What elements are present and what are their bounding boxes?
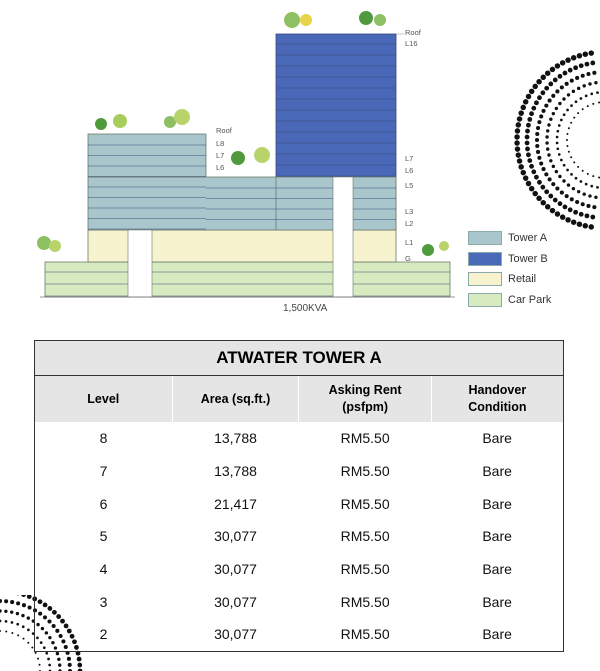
cell-level: 4 — [99, 561, 108, 578]
table-row — [35, 520, 564, 553]
tower-b-level-labels — [396, 28, 422, 263]
decorative-dot — [588, 224, 594, 230]
decorative-dot — [11, 621, 14, 624]
decorative-dot — [590, 93, 593, 96]
decorative-dot — [558, 102, 561, 105]
level-label: L2 — [405, 219, 414, 228]
decorative-dot — [531, 169, 536, 174]
cell-rent: RM5.50 — [340, 593, 390, 610]
decorative-dot — [537, 95, 542, 100]
decorative-dot — [544, 104, 548, 108]
decorative-dot — [558, 175, 561, 178]
decorative-dot — [563, 164, 566, 167]
decorative-dot — [555, 170, 558, 173]
header-level: Level — [35, 376, 173, 423]
decorative-dot — [566, 133, 568, 135]
decorative-dot — [17, 634, 19, 636]
decorative-dot — [516, 152, 522, 158]
legend-item — [468, 249, 551, 270]
decorative-dot — [592, 103, 594, 105]
decorative-dot — [553, 78, 558, 83]
decorative-dot — [585, 94, 588, 97]
decorative-dot — [535, 144, 539, 148]
decorative-dot — [27, 642, 29, 644]
decorative-dot — [77, 657, 82, 662]
decorative-dot — [545, 141, 548, 144]
cell-area: 30,077 — [214, 626, 257, 643]
decorative-dot — [532, 191, 538, 197]
decorative-dot — [544, 189, 549, 194]
decorative-dot — [540, 90, 545, 95]
decorative-dot — [551, 182, 555, 186]
decorative-dot — [0, 620, 1, 623]
decorative-dot — [570, 104, 573, 107]
decorative-dot — [536, 79, 542, 85]
cell-rent: RM5.50 — [340, 463, 390, 480]
decorative-dot — [587, 105, 589, 107]
cell-level: 8 — [99, 430, 108, 447]
level-label: L6 — [405, 166, 414, 175]
decorative-dot — [526, 152, 531, 157]
decorative-dot — [526, 123, 531, 128]
cell-level: 2 — [99, 626, 108, 643]
decorative-dot — [58, 663, 61, 666]
cell-condition: Bare — [482, 528, 512, 545]
decorative-dot — [537, 180, 542, 185]
table-header-row — [35, 376, 564, 423]
decorative-dot — [27, 629, 30, 632]
decorative-dot — [558, 74, 563, 79]
decorative-dot — [527, 117, 532, 122]
decorative-dot — [566, 109, 569, 112]
decorative-dot — [514, 140, 520, 146]
decorative-dot — [536, 196, 542, 202]
decorative-dot — [534, 175, 539, 180]
decorative-dot — [523, 99, 529, 105]
cell-area: 30,077 — [214, 593, 257, 610]
decorative-dot — [545, 135, 548, 138]
decorative-dot — [583, 51, 589, 57]
legend-swatch-retail — [468, 272, 502, 286]
decorative-dot — [582, 108, 584, 110]
decorative-dot — [548, 194, 553, 199]
decorative-dot — [548, 99, 552, 103]
decorative-dot — [560, 191, 564, 195]
decorative-dot — [580, 97, 583, 100]
decorative-dot — [556, 147, 559, 150]
decorative-dot — [579, 212, 584, 217]
tower-a-spec-table — [34, 340, 564, 652]
decorative-dot — [77, 663, 82, 668]
level-label: L5 — [405, 181, 414, 190]
decorative-dot — [570, 79, 574, 83]
decorative-dot — [566, 139, 568, 141]
decorative-dots-top-right — [505, 45, 600, 245]
decorative-dot — [547, 153, 550, 156]
level-label: Roof — [216, 126, 232, 135]
decorative-dot — [529, 89, 535, 95]
cell-condition: Bare — [482, 561, 512, 578]
decorative-dot — [48, 664, 51, 667]
decorative-dot — [10, 610, 13, 613]
decorative-dot — [555, 89, 559, 93]
decorative-dot — [532, 84, 538, 90]
decorative-dot — [21, 595, 26, 597]
decorative-dot — [573, 117, 575, 119]
decorative-dot — [577, 87, 580, 90]
decorative-dot — [541, 200, 547, 206]
legend-item — [468, 269, 551, 290]
decorative-dot — [548, 82, 553, 87]
decorative-dot — [573, 161, 575, 163]
decorative-dot — [583, 223, 589, 229]
decorative-dot — [28, 606, 32, 610]
decorative-dot — [560, 214, 566, 220]
decorative-dot — [570, 122, 572, 124]
decorative-dot — [535, 138, 539, 142]
cell-level: 5 — [99, 528, 108, 545]
decorative-dot — [527, 158, 532, 163]
decorative-dot — [573, 210, 578, 215]
decorative-dot — [27, 616, 30, 619]
decorative-dot — [562, 97, 565, 100]
decorative-dot — [594, 196, 597, 199]
decorative-dot — [47, 658, 50, 661]
decorative-dot — [525, 147, 530, 152]
legend-item — [468, 290, 551, 311]
decorative-dot — [549, 159, 552, 162]
level-label: L6 — [216, 163, 225, 172]
decorative-dot — [67, 657, 71, 661]
decorative-dot — [515, 146, 521, 152]
cell-area: 13,788 — [214, 430, 257, 447]
decorative-dot — [545, 70, 551, 76]
cell-level: 3 — [99, 593, 108, 610]
level-label: L7 — [216, 151, 225, 160]
cell-rent: RM5.50 — [340, 626, 390, 643]
decorative-dot — [575, 100, 578, 103]
level-label: L8 — [216, 139, 225, 148]
core-right — [333, 177, 353, 297]
decorative-dot — [555, 63, 561, 69]
decorative-dot — [575, 177, 578, 180]
decorative-dot — [585, 62, 590, 67]
decorative-dot — [577, 166, 579, 168]
decorative-dot — [555, 211, 561, 217]
decorative-dot — [571, 55, 577, 61]
decorative-dot — [544, 172, 548, 176]
decorative-dot — [529, 186, 535, 192]
decorative-dot — [580, 180, 583, 183]
decorative-dot — [560, 85, 564, 89]
decorative-dot — [588, 50, 594, 56]
decorative-dot — [11, 632, 13, 634]
table-row — [35, 487, 564, 520]
decorative-dot — [544, 86, 549, 91]
decorative-dot — [537, 120, 541, 124]
decorative-dot — [556, 142, 559, 145]
decorative-dot — [545, 204, 551, 210]
decorative-dot — [541, 109, 545, 113]
diagram-caption: 1,500KVA — [283, 303, 328, 314]
table-row — [35, 585, 564, 618]
decorative-dot — [547, 123, 550, 126]
decorative-dot — [570, 197, 574, 201]
decorative-dot — [568, 151, 570, 153]
level-label: L1 — [405, 238, 414, 247]
header-handover: Handover Condition — [431, 376, 563, 423]
decorative-dot — [555, 187, 559, 191]
decorative-dot — [588, 82, 591, 85]
decorative-dot — [541, 167, 545, 171]
decorative-dot — [521, 170, 527, 176]
decorative-dot — [586, 72, 590, 76]
decorative-dot — [535, 132, 539, 136]
decorative-dot — [577, 190, 580, 193]
decorative-dot — [516, 122, 522, 128]
decorative-dot — [526, 94, 532, 100]
decorative-dot — [565, 57, 571, 63]
table-row — [35, 422, 564, 455]
decorative-dot — [568, 127, 570, 129]
cell-area: 30,077 — [214, 561, 257, 578]
table-row — [35, 553, 564, 586]
decorative-dot — [558, 124, 561, 127]
legend-swatch-tower-b — [468, 252, 502, 266]
legend-label: Tower B — [508, 252, 548, 265]
decorative-dot — [4, 599, 8, 603]
decorative-dot — [579, 63, 584, 68]
cell-condition: Bare — [482, 463, 512, 480]
decorative-dot — [57, 658, 60, 661]
cell-area: 30,077 — [214, 528, 257, 545]
decorative-dot — [546, 147, 549, 150]
car-park-block — [45, 262, 450, 297]
cell-condition: Bare — [482, 626, 512, 643]
decorative-dot — [581, 74, 585, 78]
decorative-dot — [541, 75, 547, 81]
decorative-dot — [567, 183, 570, 186]
cell-rent: RM5.50 — [340, 561, 390, 578]
decorative-dot — [570, 173, 573, 176]
decorative-dot — [536, 126, 540, 130]
decorative-dot — [560, 159, 563, 162]
decorative-dot — [568, 207, 573, 212]
decorative-dot — [16, 612, 19, 615]
decorative-dot — [0, 599, 2, 603]
decorative-dot — [553, 198, 558, 203]
decorative-dot — [22, 603, 26, 607]
decorative-dot — [575, 76, 579, 80]
cell-condition: Bare — [482, 495, 512, 512]
cell-condition: Bare — [482, 430, 512, 447]
decorative-dot — [594, 81, 597, 84]
decorative-dot — [10, 600, 14, 604]
decorative-dot — [5, 630, 7, 632]
decorative-dot — [583, 192, 586, 195]
decorative-dot — [531, 106, 536, 111]
decorative-dot — [525, 135, 530, 140]
decorative-dot — [571, 219, 577, 225]
decorative-dot — [572, 187, 575, 190]
decorative-dot — [590, 215, 595, 220]
decorative-dot — [565, 82, 569, 86]
tower-a-level-labels — [216, 126, 233, 172]
decorative-dot — [596, 186, 599, 189]
decorative-dot — [526, 181, 532, 187]
decorative-dot — [565, 194, 569, 198]
header-area: Area (sq.ft.) — [172, 376, 299, 423]
decorative-dot — [585, 213, 590, 218]
decorative-dot — [566, 145, 568, 147]
cell-level: 7 — [99, 463, 108, 480]
decorative-dot — [563, 71, 568, 76]
decorative-dot — [551, 94, 555, 98]
decorative-dot — [529, 111, 534, 116]
decorative-dot — [555, 107, 558, 110]
decorative-dot — [586, 204, 590, 208]
decorative-dot — [517, 116, 523, 122]
decorative-dot — [45, 652, 48, 655]
decorative-dot — [529, 164, 534, 169]
decorative-dot — [537, 156, 541, 160]
decorative-dot — [556, 136, 559, 139]
decorative-dot — [540, 185, 545, 190]
decorative-dot — [587, 173, 589, 175]
decorative-dot — [22, 625, 25, 628]
decorative-dot — [565, 217, 571, 223]
decorative-dot — [21, 614, 24, 617]
decorative-dot — [546, 129, 549, 132]
decorative-dot — [27, 595, 32, 599]
legend-swatch-car-park — [468, 293, 502, 307]
cell-rent: RM5.50 — [340, 495, 390, 512]
cell-area: 21,417 — [214, 495, 257, 512]
decorative-dot — [4, 610, 7, 613]
decorative-dot — [39, 664, 41, 666]
decorative-dot — [575, 200, 579, 204]
decorative-dot — [568, 68, 573, 73]
decorative-dot — [558, 201, 563, 206]
decorative-dot — [521, 105, 527, 111]
decorative-dot — [560, 60, 566, 66]
legend-swatch-tower-a — [468, 231, 502, 245]
decorative-dot — [0, 609, 2, 612]
decorative-dot — [525, 129, 530, 134]
decorative-dot — [550, 208, 556, 214]
decorative-dot — [588, 194, 591, 197]
decorative-dot — [5, 620, 8, 623]
decorative-dot — [552, 112, 555, 115]
table-title: ATWATER TOWER A — [35, 341, 564, 376]
decorative-dot — [596, 91, 599, 94]
decorative-dot — [517, 158, 523, 164]
decorative-dot — [592, 175, 594, 177]
decorative-dot — [583, 84, 586, 87]
cell-rent: RM5.50 — [340, 528, 390, 545]
decorative-dot — [582, 170, 584, 172]
decorative-dot — [525, 141, 530, 146]
table-body — [35, 422, 564, 651]
decorative-dot — [37, 658, 39, 660]
legend-label: Tower A — [508, 232, 548, 245]
decorative-dot — [35, 652, 37, 654]
decorative-dot — [0, 630, 1, 632]
decorative-dot — [573, 65, 578, 70]
legend-label: Car Park — [508, 293, 552, 306]
table-row — [35, 618, 564, 651]
level-label: L3 — [405, 207, 414, 216]
decorative-dot — [563, 205, 568, 210]
decorative-dot — [23, 638, 25, 640]
decorative-dot — [550, 67, 556, 73]
decorative-dot — [577, 112, 579, 114]
level-label: L16 — [405, 39, 418, 48]
decorative-dot — [523, 175, 529, 181]
decorative-dot — [585, 183, 588, 186]
decorative-dot — [556, 130, 559, 133]
decorative-dot — [536, 150, 540, 154]
header-asking-rent: Asking Rent (psfpm) — [299, 376, 431, 423]
tower-b-block — [276, 34, 396, 177]
decorative-dot — [572, 90, 575, 93]
level-label: G — [405, 254, 411, 263]
level-label: Roof — [405, 28, 421, 37]
decorative-dot — [16, 601, 20, 605]
decorative-dot — [548, 177, 552, 181]
decorative-dot — [566, 169, 569, 172]
decorative-dot — [539, 114, 543, 118]
decorative-dot — [590, 61, 595, 66]
cell-rent: RM5.50 — [340, 430, 390, 447]
decorative-dot — [570, 156, 572, 158]
decorative-dot — [16, 623, 19, 626]
decorative-dot — [567, 93, 570, 96]
decorative-dot — [534, 100, 539, 105]
decorative-dot — [577, 53, 583, 59]
decorative-dot — [577, 221, 583, 227]
decorative-dot — [518, 110, 524, 116]
decorative-dot — [560, 119, 563, 122]
cell-level: 6 — [99, 495, 108, 512]
decorative-dot — [563, 113, 566, 116]
decorative-dot — [68, 663, 72, 667]
decorative-dot — [590, 185, 593, 188]
decorative-dot — [56, 652, 59, 655]
cell-condition: Bare — [482, 593, 512, 610]
legend-label: Retail — [508, 273, 537, 286]
cell-area: 13,788 — [214, 463, 257, 480]
decorative-dot — [539, 161, 543, 165]
core-left — [128, 230, 152, 297]
decorative-dot — [581, 202, 585, 206]
decorative-dot — [514, 134, 520, 140]
decorative-dot — [558, 153, 561, 156]
decorative-dot — [515, 128, 521, 134]
decorative-dot — [592, 71, 596, 75]
decorative-dot — [552, 165, 555, 168]
decorative-dot — [562, 179, 565, 182]
table-row — [35, 455, 564, 488]
level-label: L7 — [405, 154, 414, 163]
decorative-dot — [518, 164, 524, 170]
decorative-dot — [549, 118, 552, 121]
decorative-dot — [592, 205, 596, 209]
